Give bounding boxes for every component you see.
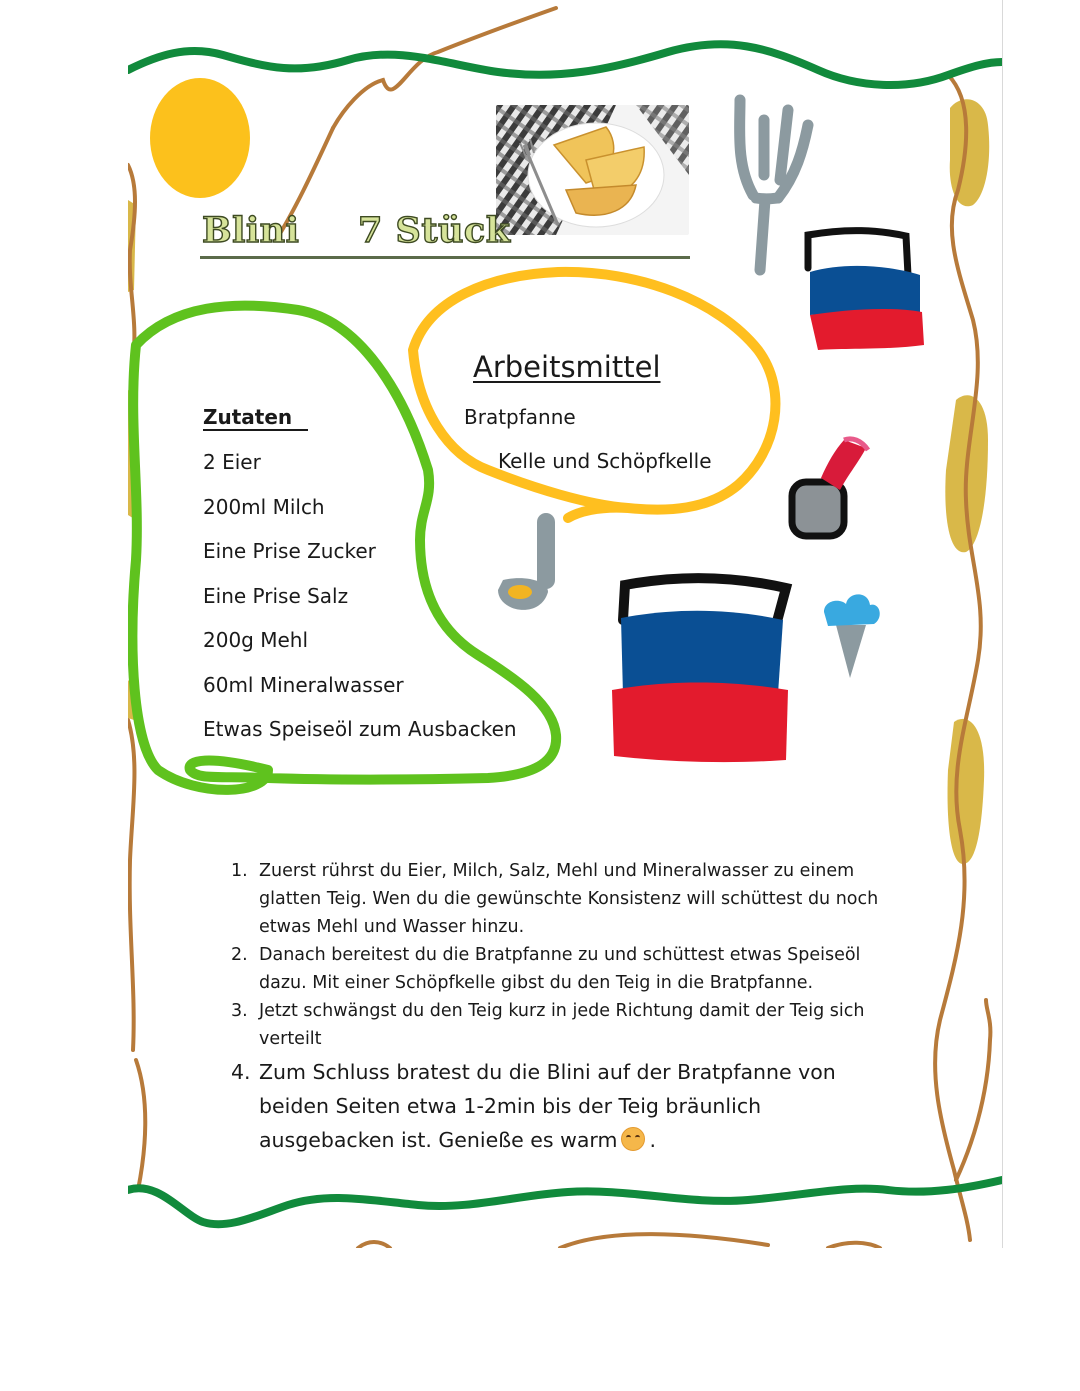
russian-flag-bag-small — [808, 231, 924, 350]
recipe-title: Blini — [202, 210, 300, 251]
list-item: 2 Eier — [203, 450, 261, 474]
step-text: Danach bereitest du die Bratpfanne zu und schüttest etwas Speiseöl dazu. Mit einer Schöpfkelle gibst du den Teig in die Bratpfanne. — [259, 945, 861, 993]
sun-icon — [150, 78, 250, 198]
smiling-face-emoji-icon — [621, 1127, 645, 1151]
russian-flag-bag-large — [612, 578, 788, 762]
tool-item: Kelle und Schöpfkelle — [498, 449, 712, 473]
step-number: 1. — [231, 861, 248, 881]
list-item: Eine Prise Salz — [203, 583, 349, 608]
recipe-page — [128, 0, 1003, 1248]
step-end: . — [649, 1128, 656, 1152]
list-item: 200ml Milch — [203, 494, 325, 519]
tools-heading: Arbeitsmittel — [473, 350, 661, 384]
step-item — [231, 857, 891, 941]
step-item — [231, 1055, 891, 1157]
list-item: Etwas Speiseöl zum Ausbacken — [203, 717, 517, 741]
step-text: Zum Schluss bratest du die Blini auf der Bratpfanne von beiden Seiten etwa 1-2min bis der Teig bräunlich ausgebacken ist. Genieße es warm — [259, 1060, 836, 1152]
step-text: Zuerst rührst du Eier, Milch, Salz, Mehl und Mineralwasser zu einem glatten Teig. Wen du die gewünschte Konsistenz will schüttest du noch etwas Mehl und Wasser hinzu. — [259, 861, 879, 937]
list-item: 200g Mehl — [203, 628, 309, 652]
step-number: 3. — [231, 1001, 248, 1021]
recipe-yield: 7 Stück — [358, 210, 511, 251]
ice-cream-icon — [824, 594, 880, 678]
ingredients-list — [203, 448, 517, 760]
step-text: Jetzt schwängst du den Teig kurz in jede Richtung damit der Teig sich verteilt — [259, 1001, 865, 1049]
step-item — [231, 997, 891, 1053]
list-item: Eine Prise Zucker — [203, 539, 376, 563]
recipe-title-bar — [200, 208, 690, 259]
paint-bottle-icon — [792, 439, 876, 536]
fork-icon — [740, 100, 808, 270]
step-number: 2. — [231, 945, 248, 965]
list-item: 60ml Mineralwasser — [203, 672, 404, 697]
step-number: 4. — [231, 1060, 251, 1084]
instructions-list — [231, 857, 891, 1157]
step-item — [231, 941, 891, 997]
tool-item: Bratpfanne — [464, 405, 576, 429]
ingredients-heading: Zutaten — [203, 405, 308, 431]
